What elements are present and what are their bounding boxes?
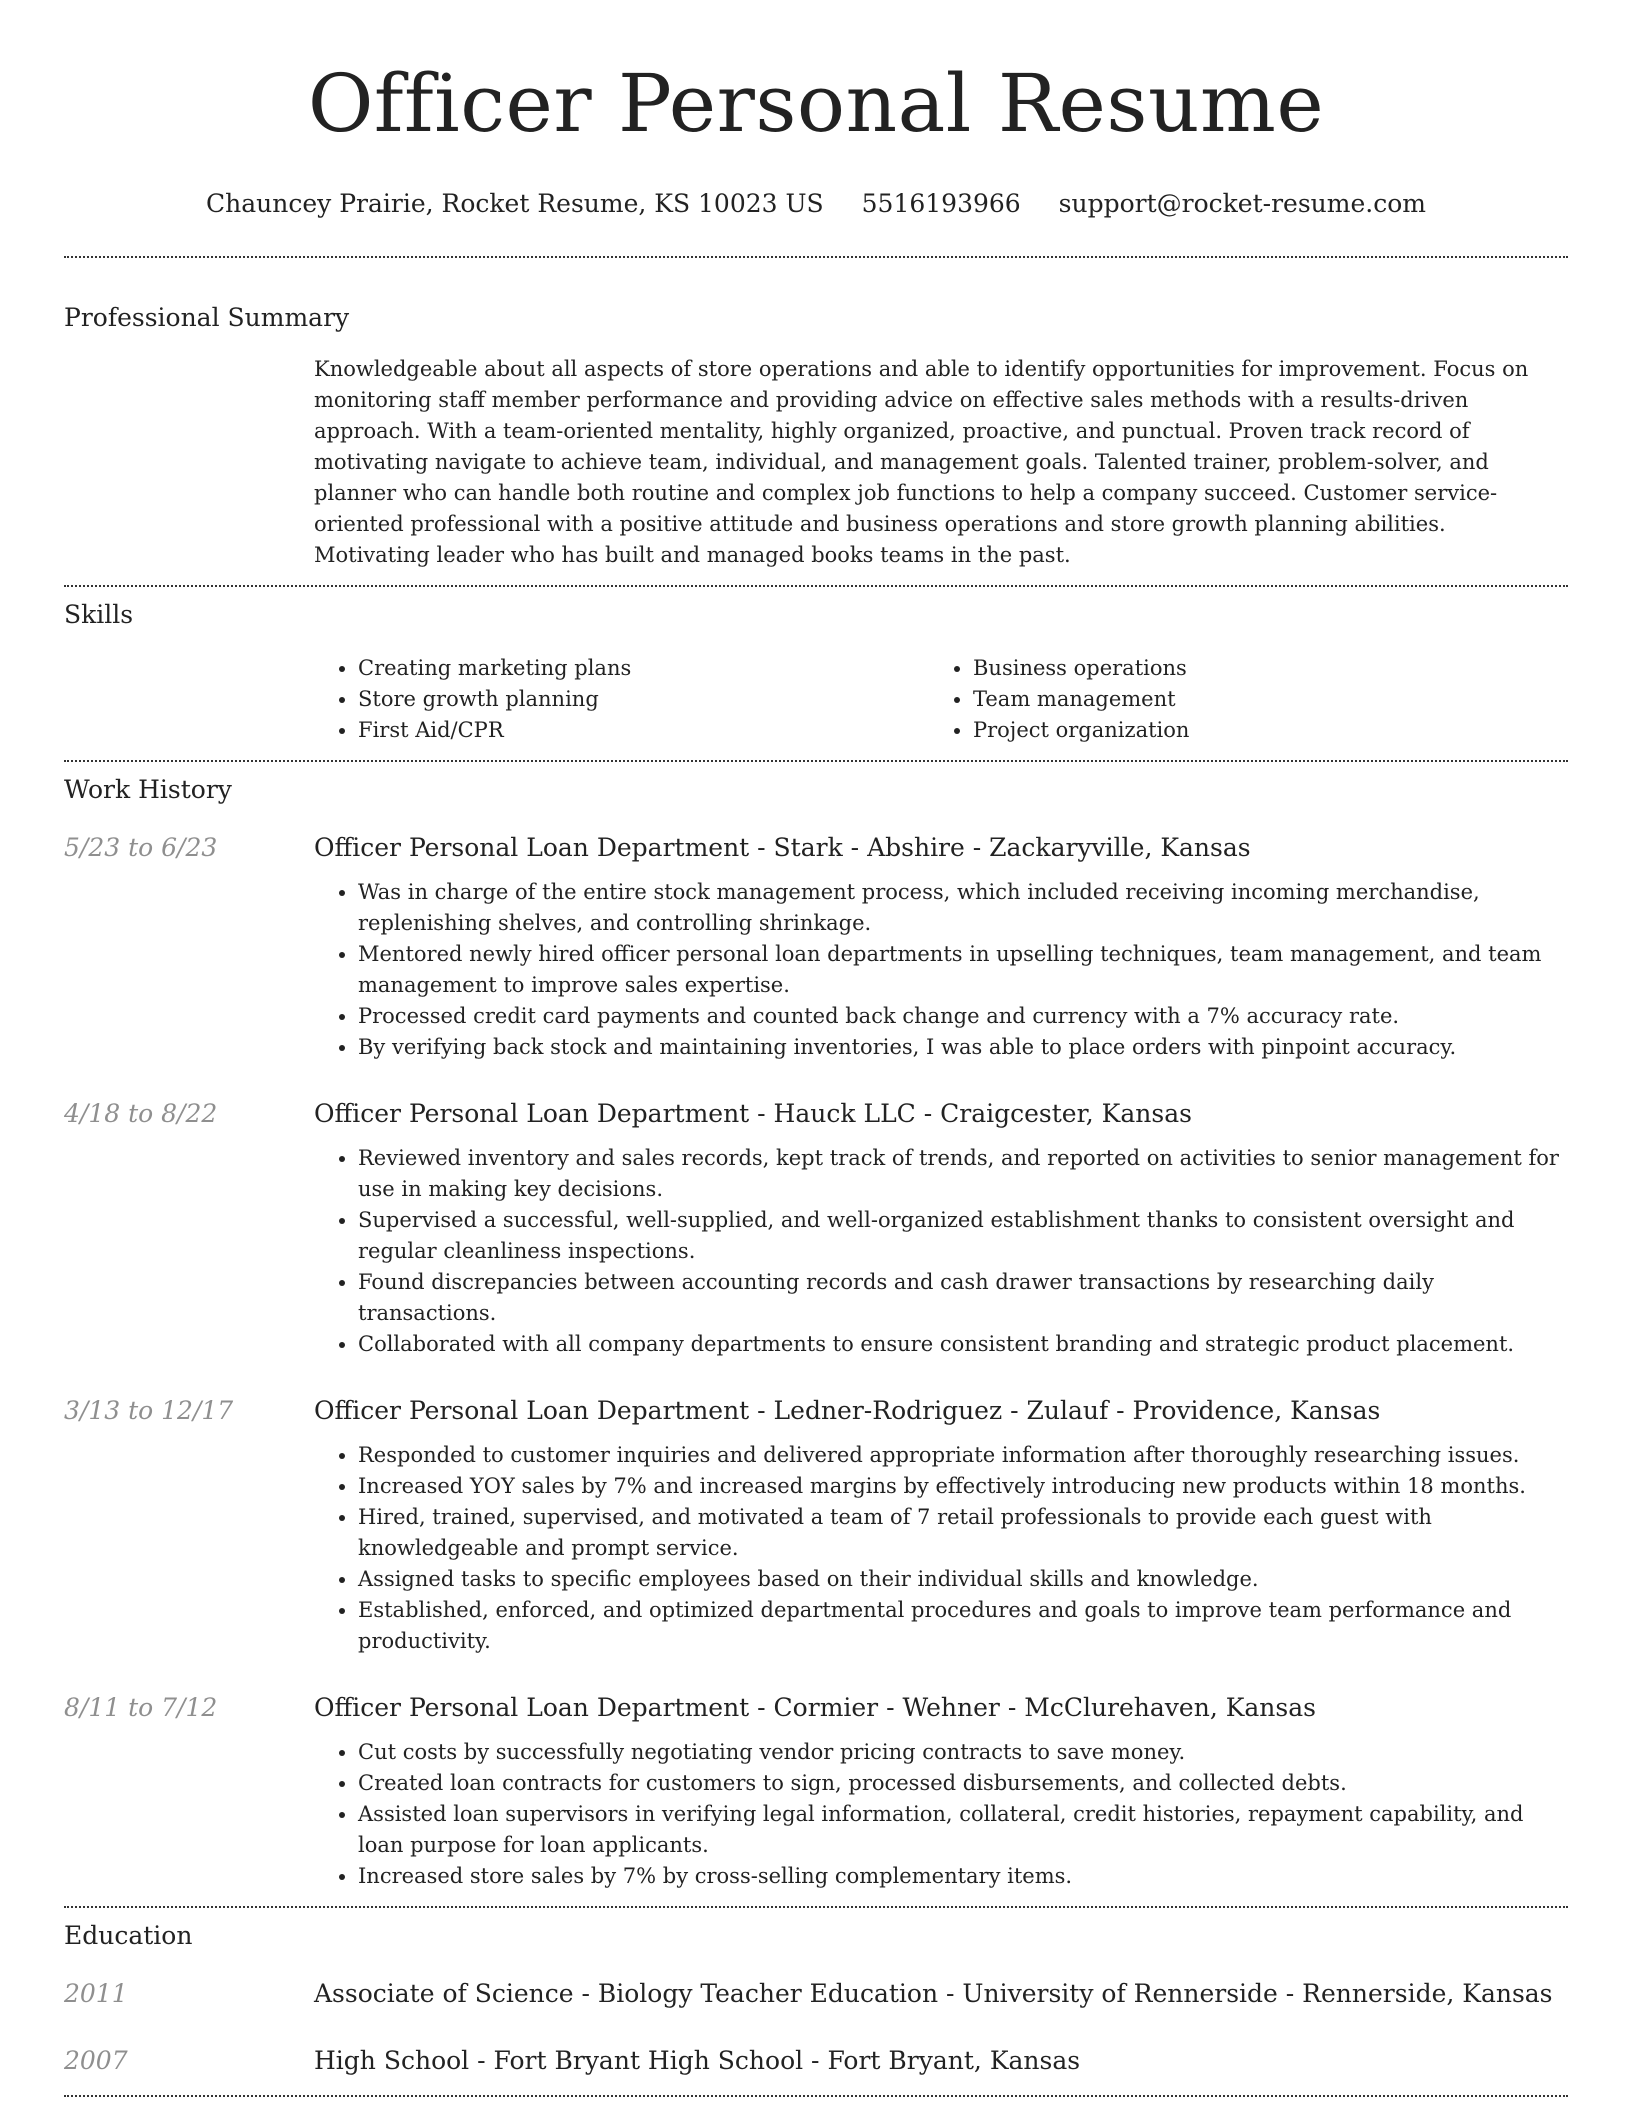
education-entry: [64, 2044, 1568, 2078]
job-title: Officer Personal Loan Department - Cormier - Wehner - McClurehaven, Kansas: [314, 1693, 1316, 1722]
summary-text: Knowledgeable about all aspects of store operations and able to identify opportunities for improvement. Focus on monitoring staff member performance and providing advice on effective sales methods with a results-driven approach. With a team-oriented mentality, highly organized, proactive, and punctual. Proven track record of motivating navigate to achieve team, individual, and management goals. Talented trainer, problem-solver, and planner who can handle both routine and complex job functions to help a company succeed. Customer service-oriented professional with a positive attitude and business operations and store growth planning abilities. Motivating leader who has built and managed books teams in the past.: [314, 357, 1529, 567]
job-date: 5/23 to 6/23: [64, 833, 218, 862]
job-bullet: • Assigned tasks to specific employees based on their individual skills and knowledge.: [358, 1564, 1568, 1595]
contact-line: [64, 188, 1568, 220]
job-bullet: • Increased YOY sales by 7% and increased margins by effectively introducing new products within 18 months.: [358, 1471, 1568, 1502]
job-bullet: • Processed credit card payments and counted back change and currency with a 7% accuracy rate.: [358, 1001, 1568, 1032]
job-bullets: [314, 1440, 1568, 1657]
skill-item: • Business operations: [973, 653, 1568, 684]
job-header: [64, 1394, 1568, 1428]
education-title: Associate of Science - Biology Teacher Education - University of Rennerside - Rennerside, Kansas: [314, 1979, 1553, 2008]
skills-list-right: [929, 653, 1568, 746]
section-title-work: Work History: [64, 775, 232, 804]
job-bullet: • Reviewed inventory and sales records, kept track of trends, and reported on activities to senior management for use in making key decisions.: [358, 1143, 1568, 1205]
job-bullet: • Cut costs by successfully negotiating vendor pricing contracts to save money.: [358, 1737, 1568, 1768]
skill-item: • Team management: [973, 684, 1568, 715]
job-bullet: • Hired, trained, supervised, and motivated a team of 7 retail professionals to provide each guest with knowledgeable and prompt service.: [358, 1502, 1568, 1564]
contact-email[interactable]: support@rocket-resume.com: [1058, 189, 1426, 218]
education-date: 2007: [64, 2046, 128, 2075]
job-bullets: [314, 877, 1568, 1063]
divider: [64, 1906, 1568, 1908]
education-title: High School - Fort Bryant High School - Fort Bryant, Kansas: [314, 2046, 1081, 2075]
section-title-skills: Skills: [64, 600, 134, 629]
job-entry: [64, 1394, 1568, 1657]
education-entry: [64, 1977, 1568, 2011]
job-bullet: • Responded to customer inquiries and delivered appropriate information after thoroughly researching issues.: [358, 1440, 1568, 1471]
job-entry: [64, 1097, 1568, 1360]
job-entry: [64, 1691, 1568, 1892]
job-entry: [64, 831, 1568, 1063]
job-date: 3/13 to 12/17: [64, 1396, 234, 1425]
job-bullets: [314, 1143, 1568, 1360]
job-bullet: • Increased store sales by 7% by cross-selling complementary items.: [358, 1861, 1568, 1892]
job-header: [64, 831, 1568, 865]
page-title: Officer Personal Resume: [307, 57, 1325, 150]
divider: [64, 760, 1568, 762]
job-bullet: • Found discrepancies between accounting records and cash drawer transactions by researching daily transactions.: [358, 1267, 1568, 1329]
job-bullets: [314, 1737, 1568, 1892]
job-title: Officer Personal Loan Department - Hauck LLC - Craigcester, Kansas: [314, 1099, 1192, 1128]
job-bullet: • Was in charge of the entire stock management process, which included receiving incoming merchandise, replenishing shelves, and controlling shrinkage.: [358, 877, 1568, 939]
job-bullet: • Collaborated with all company departments to ensure consistent branding and strategic product placement.: [358, 1329, 1568, 1360]
skill-item: • Store growth planning: [358, 684, 929, 715]
divider: [64, 585, 1568, 587]
section-title-summary: Professional Summary: [64, 303, 350, 332]
skill-item: • Creating marketing plans: [358, 653, 929, 684]
skills-list-left: [314, 653, 929, 746]
section-title-education: Education: [64, 1921, 193, 1950]
job-title: Officer Personal Loan Department - Ledner-Rodriguez - Zulauf - Providence, Kansas: [314, 1396, 1381, 1425]
contact-phone: 5516193966: [861, 189, 1021, 218]
job-bullet: • Mentored newly hired officer personal loan departments in upselling techniques, team management, and team management to improve sales expertise.: [358, 939, 1568, 1001]
job-date: 8/11 to 7/12: [64, 1693, 218, 1722]
job-bullet: • Assisted loan supervisors in verifying legal information, collateral, credit histories, repayment capability, and loan purpose for loan applicants.: [358, 1799, 1568, 1861]
education-date: 2011: [64, 1979, 128, 2008]
job-bullet: • Created loan contracts for customers to sign, processed disbursements, and collected debts.: [358, 1768, 1568, 1799]
divider: [64, 2095, 1568, 2097]
job-bullet: • Supervised a successful, well-supplied, and well-organized establishment thanks to consistent oversight and regular cleanliness inspections.: [358, 1205, 1568, 1267]
job-header: [64, 1691, 1568, 1725]
skill-item: • First Aid/CPR: [358, 715, 929, 746]
contact-address: Chauncey Prairie, Rocket Resume, KS 10023 US: [206, 189, 824, 218]
job-bullet: • Established, enforced, and optimized departmental procedures and goals to improve team performance and productivity.: [358, 1595, 1568, 1657]
skill-item: • Project organization: [973, 715, 1568, 746]
divider: [64, 256, 1568, 258]
job-header: [64, 1097, 1568, 1131]
job-bullet: • By verifying back stock and maintaining inventories, I was able to place orders with pinpoint accuracy.: [358, 1032, 1568, 1063]
job-title: Officer Personal Loan Department - Stark - Abshire - Zackaryville, Kansas: [314, 833, 1251, 862]
job-date: 4/18 to 8/22: [64, 1099, 218, 1128]
skills-grid: [314, 653, 1568, 746]
